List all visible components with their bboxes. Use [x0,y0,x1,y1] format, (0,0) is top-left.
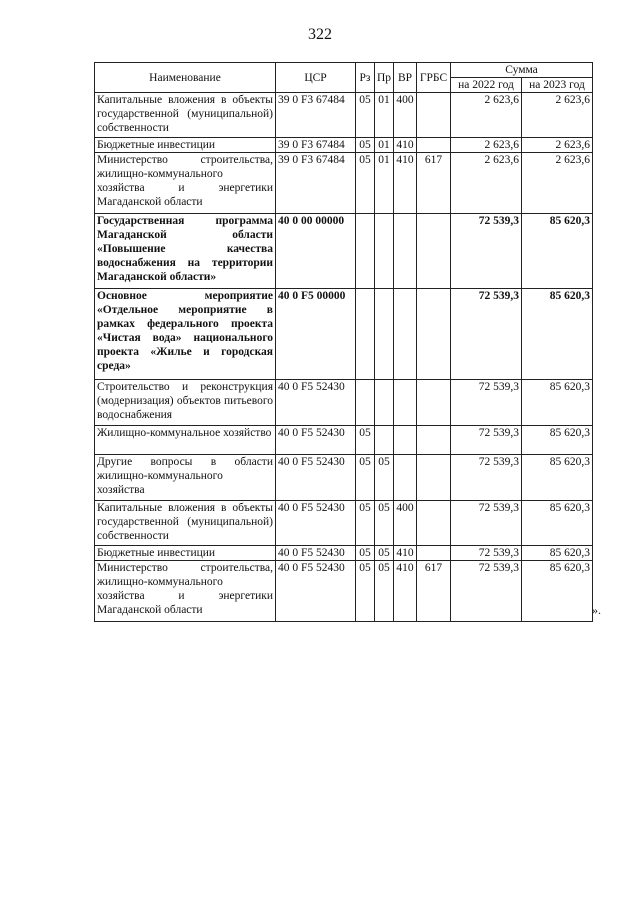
row-csr: 39 0 F3 67484 [276,153,356,214]
row-grbs [417,546,451,561]
header-name: Наименование [95,63,276,93]
row-amount-2023: 85 620,3 [522,455,593,501]
row-amount-2022: 72 539,3 [451,546,522,561]
row-amount-2023: 85 620,3 [522,561,593,622]
row-vr: 410 [394,546,417,561]
row-grbs: 617 [417,153,451,214]
row-pr [375,289,394,380]
row-name: Капитальные вложения в объекты государственной (муниципальной) собственности [95,501,276,546]
row-amount-2022: 72 539,3 [451,561,522,622]
row-csr: 40 0 F5 52430 [276,380,356,426]
header-rz: Рз [356,63,375,93]
row-grbs [417,455,451,501]
row-rz: 05 [356,546,375,561]
row-csr: 40 0 F5 00000 [276,289,356,380]
row-amount-2022: 2 623,6 [451,153,522,214]
row-amount-2022: 2 623,6 [451,93,522,138]
row-vr [394,380,417,426]
row-name: Основное мероприятие «Отдельное мероприятие в рамках федерального проекта «Чистая вода» национального проекта «Жилье и городская среда» [95,289,276,380]
table-row [95,214,593,289]
header-sum: Сумма [451,63,593,78]
row-pr: 05 [375,546,394,561]
row-vr: 410 [394,138,417,153]
row-vr [394,426,417,455]
row-grbs [417,214,451,289]
table-row [95,289,593,380]
table-row [95,138,593,153]
row-csr: 39 0 F3 67484 [276,93,356,138]
table-row [95,561,593,622]
row-pr: 05 [375,501,394,546]
row-grbs [417,426,451,455]
header-year-2023: на 2023 год [522,78,593,93]
row-csr: 40 0 F5 52430 [276,455,356,501]
row-grbs [417,138,451,153]
header-csr: ЦСР [276,63,356,93]
table-row [95,93,593,138]
header-pr: Пр [375,63,394,93]
row-amount-2022: 72 539,3 [451,289,522,380]
row-pr: 01 [375,93,394,138]
row-name: Строительство и реконструкция (модернизация) объектов питьевого водоснабжения [95,380,276,426]
row-amount-2023: 2 623,6 [522,153,593,214]
row-pr: 01 [375,153,394,214]
row-csr: 39 0 F3 67484 [276,138,356,153]
row-amount-2022: 72 539,3 [451,214,522,289]
row-amount-2023: 85 620,3 [522,501,593,546]
row-vr [394,455,417,501]
row-vr: 400 [394,93,417,138]
table-body [95,93,593,622]
row-csr: 40 0 F5 52430 [276,426,356,455]
table-row [95,426,593,455]
table-row [95,501,593,546]
table-row [95,546,593,561]
row-rz: 05 [356,93,375,138]
row-grbs [417,501,451,546]
table-row [95,380,593,426]
row-amount-2023: 85 620,3 [522,289,593,380]
row-pr: 05 [375,561,394,622]
header-grbs: ГРБС [417,63,451,93]
row-csr: 40 0 F5 52430 [276,501,356,546]
row-name: Бюджетные инвестиции [95,546,276,561]
header-year-2022: на 2022 год [451,78,522,93]
row-rz: 05 [356,426,375,455]
row-vr: 410 [394,561,417,622]
row-pr [375,380,394,426]
row-rz: 05 [356,153,375,214]
header-vr: ВР [394,63,417,93]
table-header [95,63,593,93]
row-grbs [417,289,451,380]
closing-quote-mark: ». [592,603,601,617]
table-row [95,153,593,214]
row-pr [375,426,394,455]
row-amount-2023: 85 620,3 [522,214,593,289]
row-pr: 01 [375,138,394,153]
row-pr: 05 [375,455,394,501]
row-amount-2023: 2 623,6 [522,93,593,138]
page-number: 322 [308,26,332,43]
row-grbs [417,380,451,426]
row-amount-2023: 2 623,6 [522,138,593,153]
row-csr: 40 0 F5 52430 [276,561,356,622]
budget-table [94,62,593,622]
row-rz [356,214,375,289]
row-rz [356,380,375,426]
row-csr: 40 0 F5 52430 [276,546,356,561]
row-amount-2022: 72 539,3 [451,501,522,546]
row-rz: 05 [356,561,375,622]
row-amount-2023: 85 620,3 [522,546,593,561]
row-name: Бюджетные инвестиции [95,138,276,153]
row-rz: 05 [356,455,375,501]
row-vr: 400 [394,501,417,546]
row-amount-2022: 72 539,3 [451,455,522,501]
row-rz [356,289,375,380]
row-amount-2023: 85 620,3 [522,380,593,426]
row-amount-2023: 85 620,3 [522,426,593,455]
row-vr [394,214,417,289]
row-name: Министерство строительства, жилищно-коммунального хозяйства и энергетики Магаданской области [95,561,276,622]
table-row [95,455,593,501]
row-pr [375,214,394,289]
row-name: Другие вопросы в области жилищно-коммунального хозяйства [95,455,276,501]
row-rz: 05 [356,138,375,153]
row-name: Министерство строительства, жилищно-коммунального хозяйства и энергетики Магаданской области [95,153,276,214]
row-name: Государственная программа Магаданской области «Повышение качества водоснабжения на территории Магаданской области» [95,214,276,289]
row-grbs: 617 [417,561,451,622]
row-name: Жилищно-коммунальное хозяйство [95,426,276,455]
row-amount-2022: 72 539,3 [451,426,522,455]
row-vr: 410 [394,153,417,214]
row-vr [394,289,417,380]
row-csr: 40 0 00 00000 [276,214,356,289]
row-rz: 05 [356,501,375,546]
row-amount-2022: 2 623,6 [451,138,522,153]
row-amount-2022: 72 539,3 [451,380,522,426]
row-grbs [417,93,451,138]
row-name: Капитальные вложения в объекты государственной (муниципальной) собственности [95,93,276,138]
